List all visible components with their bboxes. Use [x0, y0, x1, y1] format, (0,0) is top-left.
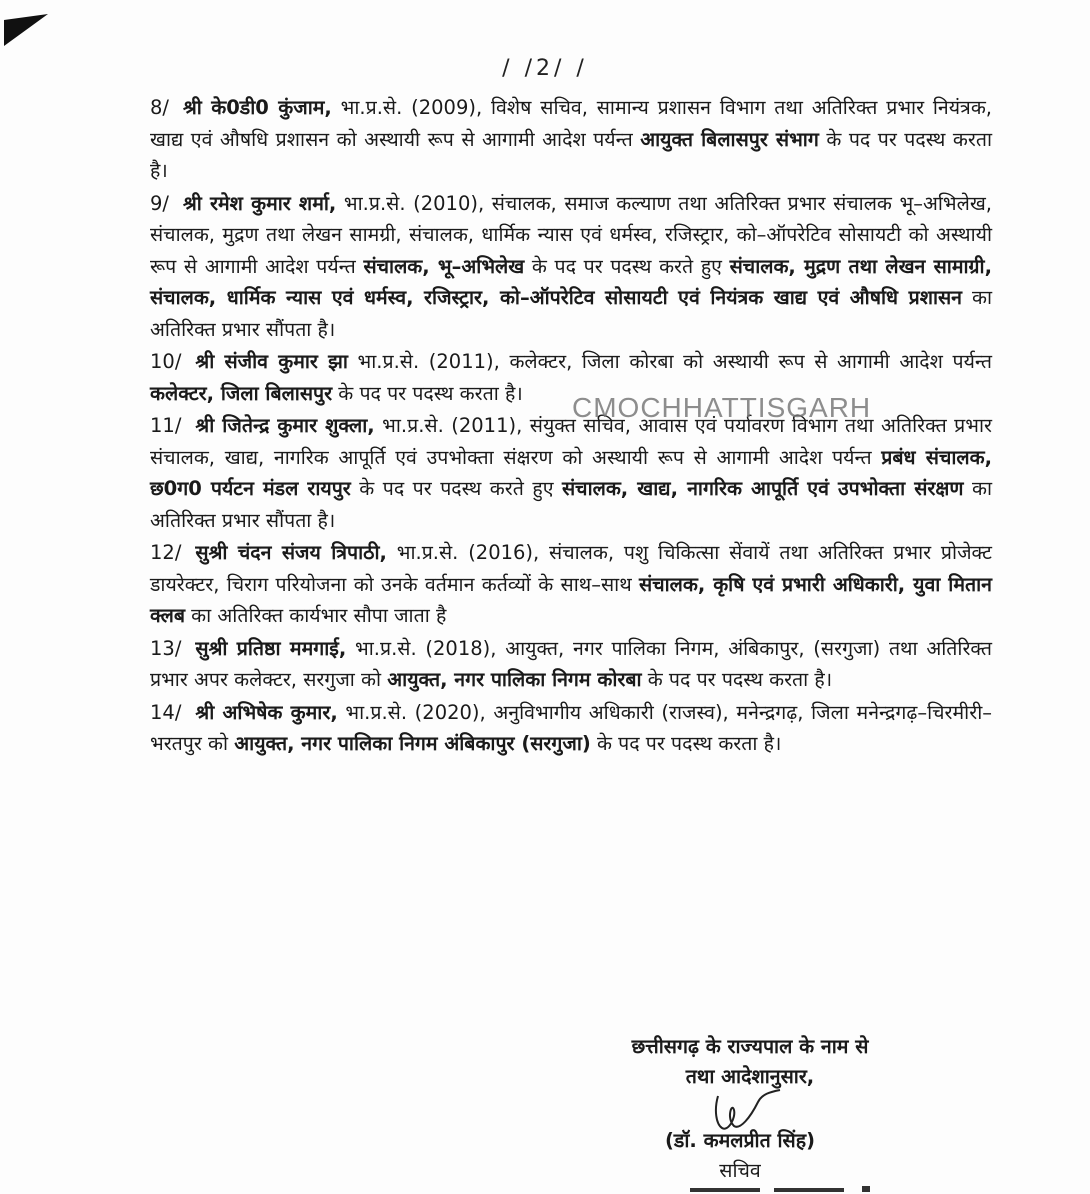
bold-text: सुश्री प्रतिष्ठा ममगाई, [195, 636, 347, 660]
bold-text: संचालक, खाद्य, नागरिक आपूर्ति एवं उपभोक्ता संरक्षण [562, 477, 964, 500]
bold-text: श्री संजीव कुमार झा [195, 350, 348, 373]
paragraph-text: का अतिरिक्त कार्यभार सौपा जाता है [184, 604, 447, 627]
bold-text: कलेक्टर, जिला बिलासपुर [150, 381, 333, 405]
paragraph-text: भा.प्र.से. (2018), आयुक्त, नगर पालिका निगम, अंबिकापुर, (सरगुजा) तथा अतिरिक्त प्रभार अपर कलेक्टर, सरगुजा को [150, 636, 992, 691]
bold-text: आयुक्त, नगर पालिका निगम अंबिकापुर (सरगुजा) [234, 732, 591, 755]
corner-triangle-icon [4, 14, 48, 46]
order-line: तथा आदेशानुसार, [685, 1065, 815, 1088]
paragraph-text: भा.प्र.से. (2011), संयुक्त सचिव, आवास एवं पर्यावरण विभाग तथा अतिरिक्त प्रभार संचालक, खाद्य, नागरिक आपूर्ति एवं उपभोक्ता संक्षरण को अस्थायी रूप से आगामी आदेश पर्यन्त [150, 414, 993, 469]
governor-line: छत्तीसगढ़ के राज्यपाल के नाम से [631, 1035, 869, 1058]
bold-text: आयुक्त, नगर पालिका निगम कोरबा [387, 668, 642, 691]
paragraph-number: 13/ [150, 636, 182, 660]
signatory-title: सचिव [719, 1159, 761, 1182]
bold-text: श्री जितेन्द्र कुमार शुक्ला, [195, 414, 375, 437]
paragraph-number: 9/ [150, 191, 169, 215]
paragraph-text: के पद पर पदस्थ करता है। [332, 381, 523, 405]
paragraph-text: के पद पर पदस्थ करता है। [641, 668, 833, 691]
bold-text: संचालक, मुद्रण तथा लेखन सामाग्री, संचालक, धार्मिक न्यास एवं धर्मस्व, रजिस्ट्रार, को–ऑपरेटिव सोसायटी एवं नियंत्रक खाद्य एवं औषधि प्रशासन [150, 254, 992, 309]
bold-text: श्री के0डी0 कुंजाम, [182, 96, 332, 119]
bold-text: आयुक्त बिलासपुर संभाग [640, 127, 819, 151]
paragraph-number: 8/ [150, 96, 169, 119]
bold-text: श्री रमेश कुमार शर्मा, [182, 191, 337, 215]
order-paragraph [150, 633, 992, 696]
watermark: CMOCHHATTISGARH [572, 392, 872, 423]
signature-block [560, 1032, 940, 1092]
order-paragraph [150, 697, 992, 760]
paragraph-text: के पद पर पदस्थ करते हुए [524, 254, 730, 278]
paragraph-text: के पद पर पदस्थ करता है। [590, 732, 782, 755]
paragraph-text: के पद पर पदस्थ करता है। [150, 127, 993, 182]
bold-text: सुश्री चंदन संजय त्रिपाठी, [195, 541, 387, 564]
bold-text: संचालक, कृषि एवं प्रभारी अधिकारी, युवा मितान क्लब [150, 572, 992, 627]
paragraph-text: भा.प्र.से. (2011), कलेक्टर, जिला कोरबा को अस्थायी रूप से आगामी आदेश पर्यन्त [347, 350, 992, 373]
order-paragraph [150, 537, 992, 632]
order-body [150, 92, 992, 761]
page-number: / /2/ / [502, 56, 588, 81]
bold-text: श्री अभिषेक कुमार, [195, 700, 338, 724]
paragraph-number: 11/ [150, 414, 182, 437]
paragraph-text: के पद पर पदस्थ करते हुए [350, 477, 562, 500]
cut-off-text-fragment [690, 1186, 880, 1192]
paragraph-number: 14/ [150, 700, 182, 724]
paragraph-text: का अतिरिक्त प्रभार सौंपता है। [150, 286, 992, 341]
paragraph-number: 10/ [150, 350, 182, 373]
paragraph-text: भा.प्र.से. (2016), संचालक, पशु चिकित्सा सेंवायें तथा अतिरिक्त प्रभार प्रोजेक्ट डायरेक्टर, चिराग परियोजना को उनके वर्तमान कर्तव्यों के साथ–साथ [150, 541, 992, 596]
order-paragraph [150, 188, 992, 346]
bold-text: प्रबंध संचालक, छ0ग0 पर्यटन मंडल रायपुर [150, 445, 993, 500]
paragraph-text: भा.प्र.से. (2009), विशेष सचिव, सामान्य प्रशासन विभाग तथा अतिरिक्त प्रभार नियंत्रक, खाद्य एवं औषधि प्रशासन को अस्थायी रूप से आगामी आदेश पर्यन्त [150, 96, 993, 151]
paragraph-text: भा.प्र.से. (2020), अनुविभागीय अधिकारी (राजस्व), मनेन्द्रगढ़, जिला मनेन्द्रगढ़–चिरमीरी–भरतपुर को [150, 700, 992, 755]
bold-text: संचालक, भू–अभिलेख [363, 254, 525, 278]
paragraph-text: भा.प्र.से. (2010), संचालक, समाज कल्याण तथा अतिरिक्त प्रभार संचालक भू–अभिलेख, संचालक, मुद्रण तथा लेखन सामग्री, संचालक, धार्मिक न्यास एवं धर्मस्व, रजिस्ट्रार, को–ऑपरेटिव सोसायटी को अस्थायी रूप से आगामी आदेश पर्यन्त [150, 191, 992, 278]
signatory-name: (डॉ. कमलप्रीत सिंह) [665, 1129, 815, 1152]
order-paragraph [150, 92, 992, 187]
order-paragraph [150, 410, 992, 536]
paragraph-number: 12/ [150, 541, 182, 564]
paragraph-text: का अतिरिक्त प्रभार सौंपता है। [150, 477, 992, 532]
